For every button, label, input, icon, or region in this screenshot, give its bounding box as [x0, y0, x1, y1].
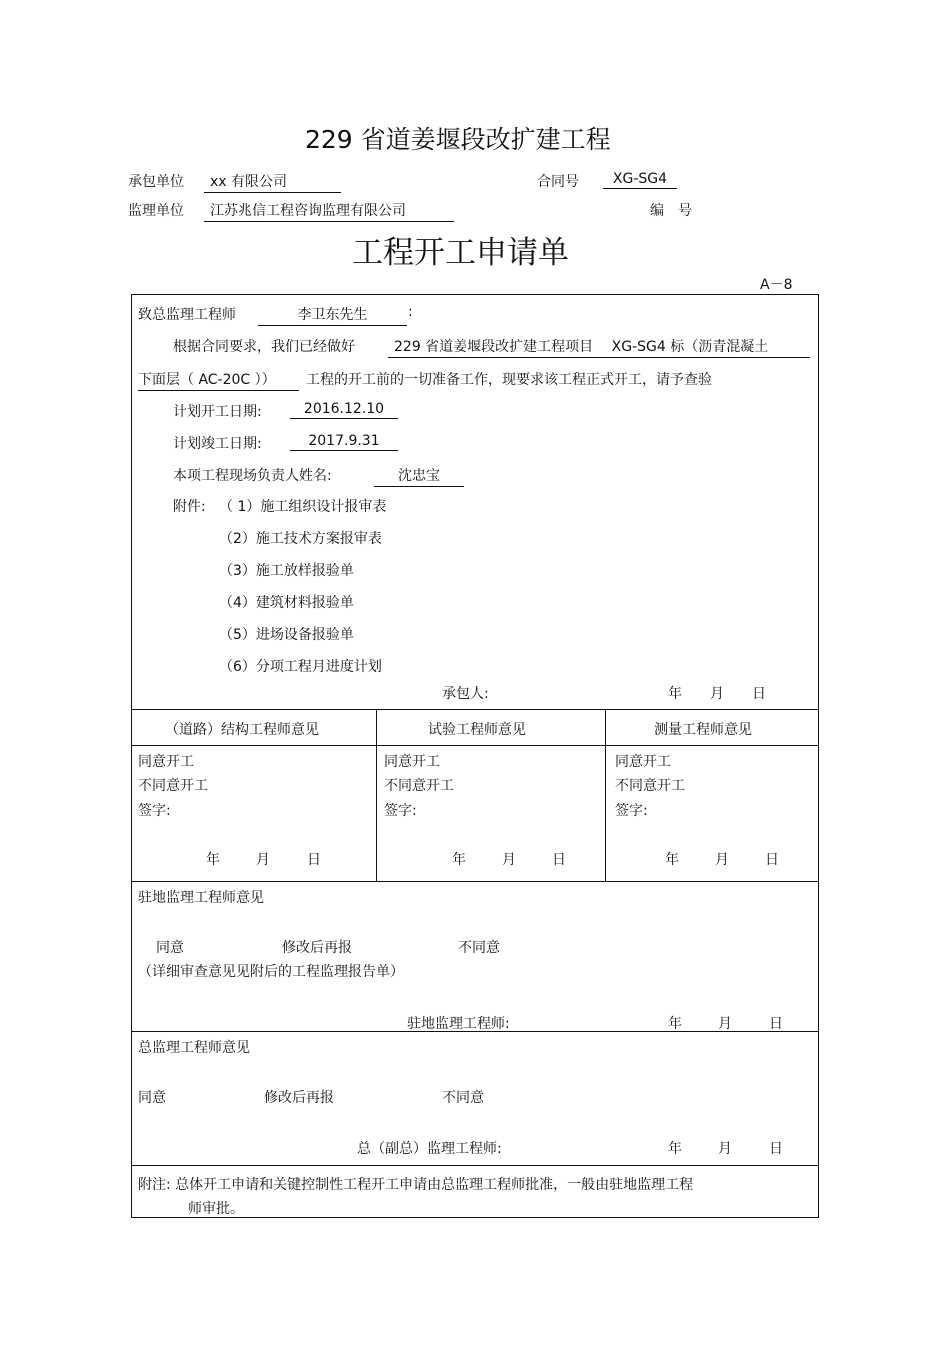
date-day: 日 — [552, 852, 566, 868]
disagree-option: 不同意开工 — [384, 778, 454, 794]
attachments-label: 附件: — [173, 499, 206, 515]
date-month: 月 — [710, 686, 724, 702]
border-col1 — [376, 709, 377, 881]
resident-note: （详细审查意见见附后的工程监理报告单） — [138, 964, 404, 980]
attachment-item: （4）建筑材料报验单 — [219, 595, 354, 611]
request-intro: 根据合同要求，我们已经做好 — [173, 339, 355, 355]
date-month: 月 — [718, 1016, 732, 1032]
border-row3 — [131, 881, 819, 882]
person-label: 本项工程现场负责人姓名: — [173, 468, 332, 484]
date-month: 月 — [502, 852, 516, 868]
agree-option: 同意开工 — [384, 754, 440, 770]
to-colon: : — [408, 304, 413, 320]
border-row2 — [131, 745, 819, 746]
chief-engineer-title: 总监理工程师意见 — [138, 1040, 250, 1056]
chief-sign-label: 总（副总）监理工程师: — [357, 1141, 502, 1157]
disagree-option: 不同意开工 — [615, 778, 685, 794]
date-day: 日 — [752, 686, 766, 702]
document-title: 工程开工申请单 — [352, 235, 569, 271]
agree-option: 同意开工 — [138, 754, 194, 770]
date-year: 年 — [452, 852, 466, 868]
survey-engineer-header: 测量工程师意见 — [654, 722, 752, 738]
attachment-item: （3）施工放样报验单 — [219, 563, 354, 579]
border-row5 — [131, 1165, 819, 1166]
border-right — [818, 294, 819, 1218]
resident-agree: 同意 — [156, 940, 184, 956]
border-left — [131, 294, 132, 1218]
contract-no-value: XG-SG4 — [603, 171, 677, 189]
sign-label: 签字: — [615, 803, 648, 819]
project-line-1: 229 省道姜堰段改扩建工程项目 XG-SG4 标（沥青混凝土 — [388, 336, 810, 358]
form-code: A－8 — [760, 277, 793, 293]
request-tail: 工程的开工前的一切准备工作，现要求该工程正式开工，请予查验 — [306, 372, 712, 388]
project-line-2: 下面层（ AC-20C ）） — [138, 369, 299, 391]
date-month: 月 — [718, 1141, 732, 1157]
border-top — [131, 294, 819, 295]
to-label: 致总监理工程师 — [138, 307, 236, 323]
number-label: 编 号 — [650, 203, 692, 219]
project-title: 229 省道姜堰段改扩建工程 — [305, 125, 611, 154]
test-engineer-header: 试验工程师意见 — [428, 722, 526, 738]
start-date-label: 计划开工日期: — [173, 404, 262, 420]
footnote-line-2: 师审批。 — [188, 1201, 244, 1217]
contractor-sign-label: 承包人: — [442, 686, 489, 702]
person-value: 沈忠宝 — [374, 465, 464, 487]
date-year: 年 — [668, 686, 682, 702]
footnote-line-1: 附注: 总体开工申请和关键控制性工程开工申请由总监理工程师批准，一般由驻地监理工程 — [138, 1177, 694, 1193]
chief-disagree: 不同意 — [442, 1090, 484, 1106]
disagree-option: 不同意开工 — [138, 778, 208, 794]
border-col2 — [605, 709, 606, 881]
date-year: 年 — [668, 1016, 682, 1032]
resident-disagree: 不同意 — [458, 940, 500, 956]
end-date-label: 计划竣工日期: — [173, 436, 262, 452]
attachment-item: （2）施工技术方案报审表 — [219, 531, 382, 547]
resident-sign-label: 驻地监理工程师: — [407, 1016, 510, 1032]
supervisor-label: 监理单位 — [128, 203, 184, 219]
resident-revise: 修改后再报 — [282, 940, 352, 956]
date-month: 月 — [256, 852, 270, 868]
date-month: 月 — [715, 852, 729, 868]
agree-option: 同意开工 — [615, 754, 671, 770]
attachment-item: （ 1）施工组织设计报审表 — [219, 499, 387, 515]
attachment-item: （6）分项工程月进度计划 — [219, 659, 382, 675]
to-name: 李卫东先生 — [258, 304, 407, 326]
date-year: 年 — [206, 852, 220, 868]
attachment-item: （5）进场设备报验单 — [219, 627, 354, 643]
supervisor-value: 江苏兆信工程咨询监理有限公司 — [204, 200, 454, 222]
border-row1 — [131, 709, 819, 710]
date-year: 年 — [665, 852, 679, 868]
end-date-value: 2017.9.31 — [290, 433, 398, 451]
sign-label: 签字: — [384, 803, 417, 819]
structural-engineer-header: （道路）结构工程师意见 — [165, 722, 319, 738]
chief-revise: 修改后再报 — [264, 1090, 334, 1106]
resident-engineer-title: 驻地监理工程师意见 — [138, 890, 264, 906]
sign-label: 签字: — [138, 803, 171, 819]
date-day: 日 — [307, 852, 321, 868]
contractor-value: xx 有限公司 — [204, 171, 341, 193]
chief-agree: 同意 — [138, 1090, 166, 1106]
contractor-label: 承包单位 — [128, 174, 184, 190]
contract-no-label: 合同号 — [537, 174, 579, 190]
date-day: 日 — [769, 1141, 783, 1157]
date-day: 日 — [765, 852, 779, 868]
start-date-value: 2016.12.10 — [290, 401, 398, 419]
date-day: 日 — [769, 1016, 783, 1032]
date-year: 年 — [668, 1141, 682, 1157]
